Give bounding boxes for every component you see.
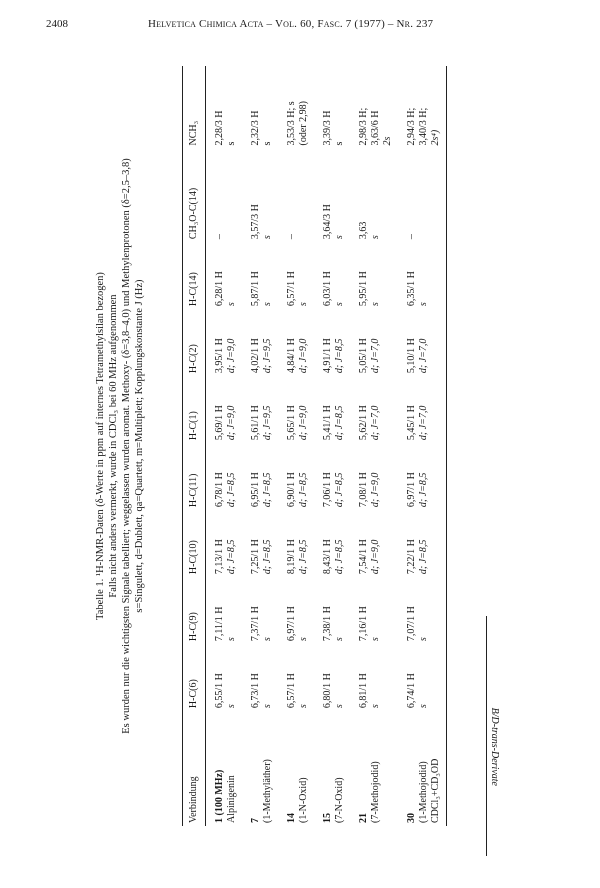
shift-value: 6,35/1 H [406, 271, 417, 307]
shift-value-2: s [226, 141, 237, 146]
shift-value: 6,80/1 H [322, 673, 333, 709]
col-header: H-C(10) [183, 510, 206, 577]
nch3-cell [242, 66, 278, 149]
h-c6-cell [242, 644, 278, 711]
multiplicity: d; J=8,5 [334, 539, 345, 575]
ch3o-c14-cell [278, 149, 314, 243]
multiplicity: d; J=8,5 [418, 539, 429, 575]
h-c14-cell [398, 242, 447, 309]
multiplicity: d; J=9,0 [226, 338, 237, 374]
compound-name: (7-Methojodid) [370, 761, 381, 823]
col-header: H-C(11) [183, 443, 206, 510]
multiplicity: s [334, 235, 345, 240]
h-c11-cell [206, 443, 243, 510]
shift-value: 7,16/1 H [358, 606, 369, 642]
rotated-table-block [94, 66, 504, 826]
shift-value: 4,84/1 H [286, 338, 297, 374]
col-header: CH₃O-C(14) [183, 149, 206, 243]
compound-cell [314, 711, 350, 826]
compound-number: 15 [322, 813, 333, 823]
multiplicity: d; J=8,5 [334, 405, 345, 441]
shift-value: 2,28/3 H [214, 110, 225, 146]
shift-value: 5,10/1 H [406, 338, 417, 374]
shift-value: 5,69/1 H [214, 405, 225, 441]
compound-number: 7 [250, 818, 261, 823]
h-c6-cell [350, 644, 398, 711]
shift-value: 5,41/1 H [322, 405, 333, 441]
multiplicity: d; J=8,5 [262, 539, 273, 575]
col-header: NCH₃ [183, 66, 206, 149]
multiplicity: d; J=8,5 [418, 472, 429, 508]
multiplicity: d; J=9,0 [370, 539, 381, 575]
shift-value: 6,55/1 H [214, 673, 225, 709]
shift-value: 8,19/1 H [286, 539, 297, 575]
h-c9-cell [278, 577, 314, 644]
h-c9-cell [350, 577, 398, 644]
h-c2-cell [350, 309, 398, 376]
col-header: H-C(2) [183, 309, 206, 376]
compound-cell [206, 711, 243, 826]
ch3o-c14-cell [350, 149, 398, 243]
shift-value: 8,43/1 H [322, 539, 333, 575]
multiplicity: d; J=7,0 [370, 338, 381, 374]
compound-number: 21 [358, 813, 369, 823]
multiplicity: s [226, 637, 237, 642]
h-c6-cell [398, 644, 447, 711]
shift-value-2: s [334, 141, 345, 146]
ch3o-c14-cell [206, 149, 243, 243]
multiplicity: s [298, 704, 309, 709]
table-row [278, 66, 314, 826]
shift-value: 6,81/1 H [358, 673, 369, 709]
table-row [242, 66, 278, 826]
ch3o-c14-cell [398, 149, 447, 243]
shift-value: 2,98/3 H; [358, 107, 369, 146]
table-caption-title: Tabelle 1. ¹H-NMR-Daten (δ-Werte in ppm auf internes Tetramethylsilan bezogen) [95, 272, 106, 620]
col-header: H-C(14) [183, 242, 206, 309]
h-c9-cell [398, 577, 447, 644]
shift-value: 7,11/1 H [214, 606, 225, 642]
h-c2-cell [314, 309, 350, 376]
col-header: H-C(6) [183, 644, 206, 711]
multiplicity: s [226, 302, 237, 307]
multiplicity: d; J=8,5 [226, 539, 237, 575]
shift-value: 7,06/1 H [322, 472, 333, 508]
h-c14-cell [314, 242, 350, 309]
shift-value: 3,39/3 H [322, 110, 333, 146]
multiplicity: s [262, 235, 273, 240]
shift-value-2: (oder 2,98) [298, 101, 309, 146]
multiplicity: s [418, 704, 429, 709]
compound-cell [278, 711, 314, 826]
shift-value: 5,05/1 H [358, 338, 369, 374]
multiplicity: 2s⁴) [430, 129, 441, 146]
h-c9-cell [206, 577, 243, 644]
nch3-cell [314, 66, 350, 149]
multiplicity: d; J=8,5 [298, 539, 309, 575]
shift-value: 7,54/1 H [358, 539, 369, 575]
h-c10-cell [350, 510, 398, 577]
multiplicity: s [418, 637, 429, 642]
h-c1-cell [242, 376, 278, 443]
shift-value: 3,95/1 H [214, 338, 225, 374]
shift-value: 3,57/3 H [250, 204, 261, 240]
table-row [398, 66, 447, 826]
side-label-text: B/D-trans-Derivate [489, 707, 500, 786]
shift-value: 6,74/1 H [406, 673, 417, 709]
compound-cell [242, 711, 278, 826]
h-c14-cell [350, 242, 398, 309]
h-c14-cell [242, 242, 278, 309]
multiplicity: d; J=8,5 [262, 472, 273, 508]
h-c10-cell [314, 510, 350, 577]
shift-value: 6,97/1 H [286, 606, 297, 642]
compound-number: 1 (100 MHz) [214, 769, 225, 823]
h-c1-cell [398, 376, 447, 443]
shift-value: 3,63 [358, 221, 369, 240]
col-header: Verbindung [183, 711, 206, 826]
multiplicity: s [370, 704, 381, 709]
h-c1-cell [350, 376, 398, 443]
multiplicity: d; J=9,0 [226, 405, 237, 441]
shift-value: 6,73/1 H [250, 673, 261, 709]
compound-number: 14 [286, 813, 297, 823]
h-c9-cell [314, 577, 350, 644]
shift-value: 6,78/1 H [214, 472, 225, 508]
shift-value: 6,57/1 H [286, 673, 297, 709]
compound-cell [398, 711, 447, 826]
shift-value: 6,97/1 H [406, 472, 417, 508]
shift-value: 5,87/1 H [250, 271, 261, 307]
shift-value: 5,65/1 H [286, 405, 297, 441]
h-c2-cell [206, 309, 243, 376]
table-row [314, 66, 350, 826]
shift-value: 7,13/1 H [214, 539, 225, 575]
multiplicity: 2s [382, 136, 393, 146]
multiplicity: s [334, 637, 345, 642]
shift-value: 7,22/1 H [406, 539, 417, 575]
multiplicity: d; J=9,0 [370, 472, 381, 508]
h-c1-cell [206, 376, 243, 443]
shift-value: 4,02/1 H [250, 338, 261, 374]
shift-value: 6,57/1 H [286, 271, 297, 307]
h-c11-cell [242, 443, 278, 510]
table-row [206, 66, 243, 826]
h-c10-cell [242, 510, 278, 577]
multiplicity: s [334, 302, 345, 307]
table-caption-note-1: Falls nicht anders vermerkt, wurde in CDCl₃ bei 60 MHz aufgenommen [108, 294, 119, 598]
shift-value: 2,32/3 H [250, 110, 261, 146]
nch3-cell [206, 66, 243, 149]
h-c14-cell [206, 242, 243, 309]
shift-value: 5,45/1 H [406, 405, 417, 441]
multiplicity: d; J=8,5 [334, 338, 345, 374]
nch3-cell [278, 66, 314, 149]
shift-value: 3,53/3 H; s [286, 101, 297, 146]
shift-value: 7,08/1 H [358, 472, 369, 508]
compound-name: (1-Methyläther) [262, 759, 273, 823]
h-c2-cell [242, 309, 278, 376]
ch3o-c14-cell [314, 149, 350, 243]
multiplicity: d; J=7,0 [370, 405, 381, 441]
shift-value: – [286, 234, 297, 240]
ch3o-c14-cell [242, 149, 278, 243]
shift-value-2: 3,40/3 H; [418, 107, 429, 146]
shift-value: 3,64/3 H [322, 204, 333, 240]
nmr-data-table [182, 66, 447, 826]
shift-value: 6,28/1 H [214, 271, 225, 307]
shift-value: 6,90/1 H [286, 472, 297, 508]
shift-value: 7,38/1 H [322, 606, 333, 642]
col-header: H-C(1) [183, 376, 206, 443]
multiplicity: d; J=9,0 [298, 338, 309, 374]
h-c10-cell [398, 510, 447, 577]
h-c9-cell [242, 577, 278, 644]
compound-name: Alpinigenin [226, 775, 237, 823]
multiplicity: s [262, 704, 273, 709]
multiplicity: d; J=7,0 [418, 338, 429, 374]
nch3-cell [398, 66, 447, 149]
shift-value-2: s [262, 141, 273, 146]
shift-value: – [406, 234, 417, 240]
h-c11-cell [314, 443, 350, 510]
shift-value: 5,62/1 H [358, 405, 369, 441]
side-label-rule [486, 616, 487, 856]
multiplicity: d; J=9,5 [262, 405, 273, 441]
col-header: H-C(9) [183, 577, 206, 644]
table-caption-note-2: Es wurden nur die wichtigsten Signale tabelliert; weggelassen wurden aromat. Methoxy- (δ=3,8–4,0) und Methylenprotonen (δ=2,5–3,8) [121, 158, 132, 734]
multiplicity: d; J=8,5 [334, 472, 345, 508]
multiplicity: s [370, 235, 381, 240]
h-c6-cell [314, 644, 350, 711]
nch3-cell [350, 66, 398, 149]
h-c11-cell [350, 443, 398, 510]
multiplicity: s [226, 704, 237, 709]
h-c11-cell [398, 443, 447, 510]
h-c2-cell [278, 309, 314, 376]
h-c14-cell [278, 242, 314, 309]
shift-value: 5,61/1 H [250, 405, 261, 441]
h-c10-cell [278, 510, 314, 577]
compound-name: (1-Methojodid) [418, 761, 429, 823]
table-caption-legend: s=Singulett, d=Dublett, qa=Quartett, m=Multiplett; Kopplungskonstante J (Hz) [134, 279, 145, 613]
multiplicity: d; J=8,5 [298, 472, 309, 508]
compound-name: (1-N-Oxid) [298, 777, 309, 823]
multiplicity: d; J=9,0 [298, 405, 309, 441]
multiplicity: s [418, 302, 429, 307]
h-c1-cell [278, 376, 314, 443]
shift-value-2: 3,63/6 H [370, 110, 381, 146]
compound-number: 30 [406, 813, 417, 823]
side-label-group [486, 606, 502, 856]
shift-value: 4,91/1 H [322, 338, 333, 374]
page-number: 2408 [46, 18, 68, 30]
shift-value: 7,07/1 H [406, 606, 417, 642]
table-header-row [183, 66, 206, 826]
shift-value: 7,25/1 H [250, 539, 261, 575]
shift-value: 6,95/1 H [250, 472, 261, 508]
running-header [0, 18, 600, 36]
h-c10-cell [206, 510, 243, 577]
h-c1-cell [314, 376, 350, 443]
shift-value: 6,03/1 H [322, 271, 333, 307]
multiplicity: s [334, 704, 345, 709]
h-c6-cell [278, 644, 314, 711]
multiplicity: d; J=7,0 [418, 405, 429, 441]
table-row [350, 66, 398, 826]
journal-citation: Helvetica Chimica Acta – Vol. 60, Fasc. 7 (1977) – Nr. 237 [148, 18, 434, 30]
compound-cell [350, 711, 398, 826]
shift-value: 5,95/1 H [358, 271, 369, 307]
shift-value: – [214, 234, 225, 240]
multiplicity: s [298, 302, 309, 307]
multiplicity: d; J=9,5 [262, 338, 273, 374]
multiplicity: s [298, 637, 309, 642]
h-c11-cell [278, 443, 314, 510]
shift-value: 7,37/1 H [250, 606, 261, 642]
multiplicity: d; J=8,5 [226, 472, 237, 508]
h-c6-cell [206, 644, 243, 711]
compound-name: (7-N-Oxid) [334, 777, 345, 823]
multiplicity: s [370, 637, 381, 642]
multiplicity: s [262, 637, 273, 642]
multiplicity: s [370, 302, 381, 307]
h-c2-cell [398, 309, 447, 376]
multiplicity: s [262, 302, 273, 307]
shift-value: 2,94/3 H; [406, 107, 417, 146]
compound-solvent: CDCl₃+CD₃OD [430, 758, 441, 823]
